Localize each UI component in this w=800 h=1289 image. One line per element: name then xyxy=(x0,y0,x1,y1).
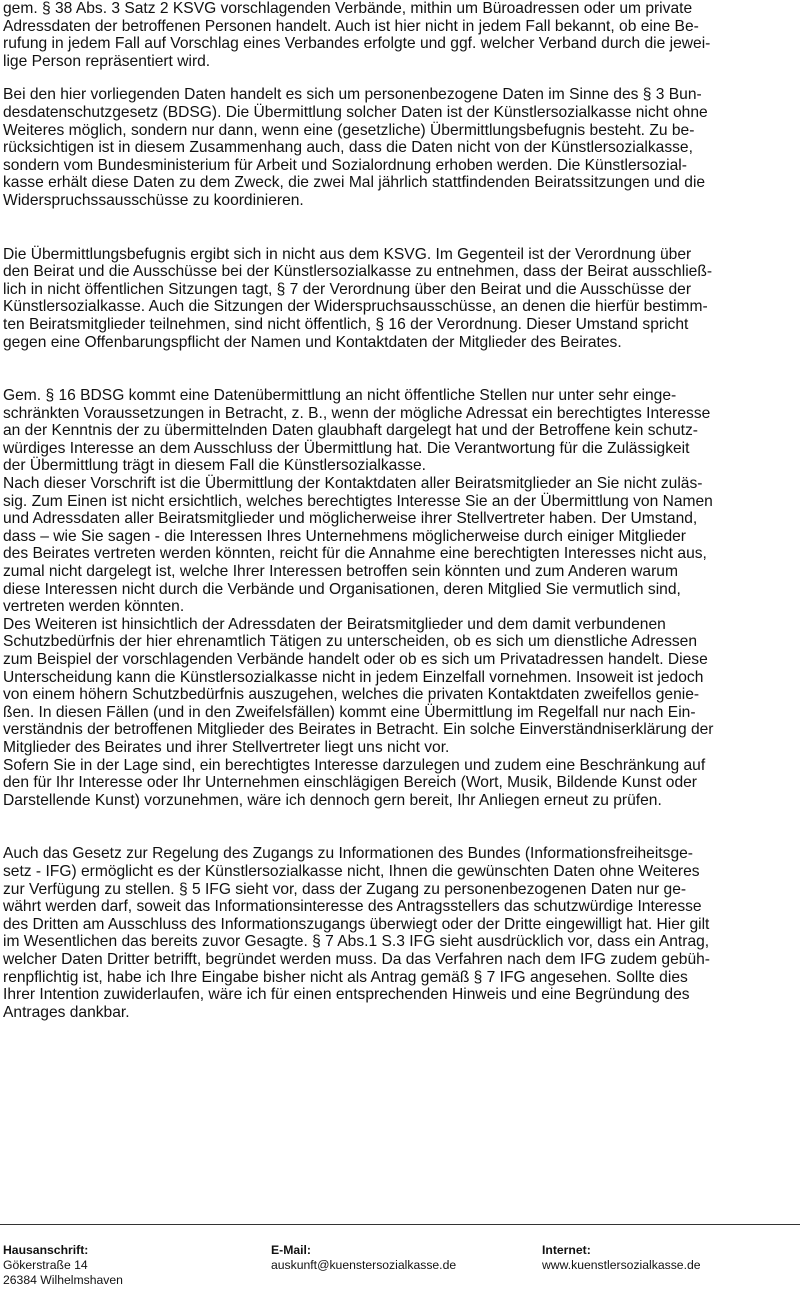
paragraph-1: gem. § 38 Abs. 3 Satz 2 KSVG vorschlagenden Verbände, mithin um Büroadressen oder um private Adressdaten der betroffenen Personen handelt. Auch ist hier nicht in jedem Fall bekannt, ob eine Be- rufung in jedem Fall auf Vorschlag eines Verbandes erfolgte und ggf. welcher Verband durch die jewei- lige Person repräsentiert wird. xyxy=(3,0,711,70)
paragraph-3: Die Übermittlungsbefugnis ergibt sich in nicht aus dem KSVG. Im Gegenteil ist der Verordnung über den Beirat und die Ausschüsse bei der Künstlersozialkasse zu entnehmen, dass der Beirat ausschließ- lich in nicht öffentlichen Sitzungen tagt, § 7 der Verordnung über den Beirat und die Ausschüsse der Künstlersozialkasse. Auch die Sitzungen der Widerspruchsausschüsse, an denen die hierfür bestimm- ten Beiratsmitglieder teilnehmen, sind nicht öffentlich, § 16 der Verordnung. Dieser Umstand spricht gegen eine Offenbarungspflicht der Namen und Kontaktdaten der Mitglieder des Beirates. xyxy=(3,245,713,351)
paragraph-gap xyxy=(3,70,797,86)
paragraph-2: Bei den hier vorliegenden Daten handelt es sich um personenbezogene Daten im Sinne des § 3 Bun- desdatenschutzgesetz (BDSG). Die Übermittlung solcher Daten ist der Künstlersozialkasse nicht ohne Weiteres möglich, sondern nur dann, wenn eine (gesetzliche) Übermittlungsbefugnis besteht. Zu be- rücksichtigen ist in diesem Zusammenhang auch, dass die Daten nicht von der Künstlersozialkasse, sondern vom Bundesministerium für Arbeit und Sozialordnung erhoben werden. Die Künstlersozial- kasse erhält diese Daten zu dem Zweck, die zwei Mal jährlich stattfindenden Beiratssitzungen und die Widerspruchssausschüsse zu koordinieren. xyxy=(3,86,708,209)
address-city: 26384 Wilhelmshaven xyxy=(3,1273,123,1287)
paragraph-gap xyxy=(3,210,797,246)
email-link[interactable]: auskunft@kuenstersozialkasse.de xyxy=(271,1258,457,1272)
paragraph-4: Gem. § 16 BDSG kommt eine Datenübermittlung an nicht öffentliche Stellen nur unter sehr einge- schränkten Voraussetzungen in Betracht, z. B., wenn der mögliche Adressat ein berechtigtes Interesse an der Kenntnis der zu übermittelnden Daten glaubhaft dargelegt hat und der Betroffene kein schutz- würdiges Interesse an dem Ausschluss der Übermittlung hat. Die Verantwortung für die Zulässigkeit der Übermittlung trägt in diesem Fall die Künstlersozialkasse. Nach dieser Vorschrift ist die Übermittlung der Kontaktdaten aller Beiratsmitglieder an Sie nicht zuläs- sig. Zum Einen ist nicht ersichtlich, welches berechtigtes Interesse Sie an der Übermittlung von Namen und Adressdaten aller Beiratsmitglieder und möglicherweise ihrer Stellvertreter haben. Der Umstand, dass – wie Sie sagen - die Interessen Ihres Unternehmens möglicherweise durch einiger Mitglieder des Beirates vertreten werden könnten, reicht für die Annahme eine berechtigten Interesses nicht aus, zumal nicht dargelegt ist, welche Ihrer Interessen betroffen sein könnten und zum Anderen warum diese Interessen nicht durch die Verbände und Organisationen, deren Mitglied Sie vermutlich sind, vertreten werden könnten. Des Weiteren ist hinsichtlich der Adressdaten der Beiratsmitglieder und dem damit verbundenen Schutzbedürfnis der hier ehrenamtlich Tätigen zu unterscheiden, ob es sich um dienstliche Adressen zum Beispiel der vorschlagenden Verbände handelt oder ob es sich um Privatadressen handelt. Diese Unterscheidung kann die Künstlersozialkasse nicht in jedem Einzelfall vornehmen. Insoweit ist jedoch von einem höhern Schutzbedürfnis auszugehen, welches die privaten Kontaktdaten zweifellos genie- ßen. In diesen Fällen (und in den Zweifelsfällen) kommt eine Übermittlung im Regelfall nur nach Ein- verständnis der betroffenen Mitglieder des Beirates in Betracht. Ein solche Einverständniserklärung der Mitglieder des Beirates und ihrer Stellvertreter liegt uns nicht vor. Sofern Sie in der Lage sind, ein berechtigtes Interesse darzulegen und zudem eine Beschränkung auf den für Ihr Interesse oder Ihr Unternehmen einschlägigen Bereich (Wort, Musik, Bildende Kunst oder Darstellende Kunst) vorzunehmen, wäre ich dennoch gern bereit, Ihr Anliegen erneut zu prüfen. xyxy=(3,387,714,809)
website-link[interactable]: www.kuenstlersozialkasse.de xyxy=(542,1258,701,1272)
internet-label: Internet: xyxy=(542,1243,591,1257)
footer-address xyxy=(3,1243,123,1288)
email-label: E-Mail: xyxy=(271,1243,311,1257)
paragraph-5: Auch das Gesetz zur Regelung des Zugangs zu Informationen des Bundes (Informationsfreiheitsge- setz - IFG) ermöglicht es der Künstlersozialkasse nicht, Ihnen die gewünschten Daten ohne Weiteres zur Verfügung zu stellen. § 5 IFG sieht vor, dass der Zugang zu personenbezogenen Daten nur ge- währt werden darf, soweit das Informationsinteresse des Antragsstellers das schutzwürdige Interesse des Dritten am Ausschluss des Informationszugangs überwiegt oder der Dritte eingewilligt hat. Hier gilt im Wesentlichen das bereits zuvor Gesagte. § 7 Abs.1 S.3 IFG sieht ausdrücklich vor, dass ein Antrag, welcher Daten Dritter betrifft, begründet werden muss. Da das Verfahren nach dem IFG zudem gebüh- renpflichtig ist, habe ich Ihre Eingabe bisher nicht als Antrag gemäß § 7 IFG angesehen. Sollte dies Ihrer Intention zuwiderlaufen, wäre ich für einen entsprechenden Hinweis und eine Begründung des Antrages dankbar. xyxy=(3,845,710,1021)
paragraph-gap xyxy=(3,809,797,845)
letter-body xyxy=(3,0,797,1021)
address-street: Gökerstraße 14 xyxy=(3,1258,88,1272)
paragraph-gap xyxy=(3,351,797,387)
footer-email xyxy=(271,1243,456,1273)
footer-divider xyxy=(0,1224,800,1225)
address-label: Hausanschrift: xyxy=(3,1243,89,1257)
footer-internet xyxy=(542,1243,701,1273)
